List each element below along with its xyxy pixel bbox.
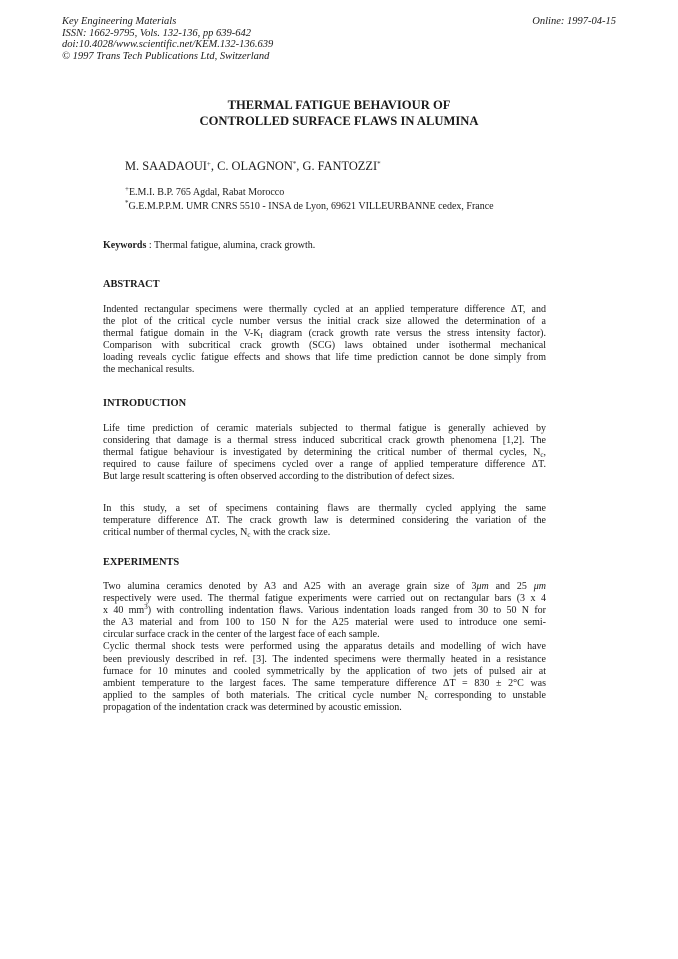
abstract-line: Comparison with subcritical crack growth (SCG) laws obtained under isothermal mechanical xyxy=(103,340,546,352)
intro-line-text: , xyxy=(543,447,546,459)
issn-line: ISSN: 1662-9795, Vols. 132-136, pp 639-642 xyxy=(62,27,251,39)
unit-micrometer: μm xyxy=(476,581,489,592)
affiliation-2-mark: * xyxy=(125,199,129,207)
abstract-heading: ABSTRACT xyxy=(103,279,160,290)
intro-line: temperature difference ΔT. The crack growth law is determined considering the variation of the xyxy=(103,515,546,527)
affiliation-2-text: G.E.M.P.P.M. UMR CNRS 5510 - INSA de Lyon, 69621 VILLEURBANNE cedex, France xyxy=(128,201,494,212)
experiments-line-text: ) with controlling indentation flaws. Various indentation loads ranged from 30 to 50 N for xyxy=(147,605,546,617)
intro-line xyxy=(103,447,546,459)
abstract-line-text: diagram (crack growth rate versus the stress intensity factor). xyxy=(262,328,546,340)
copyright-line: © 1997 Trans Tech Publications Ltd, Switzerland xyxy=(62,50,270,62)
affiliation-1-mark: + xyxy=(125,185,129,193)
experiments-paragraph xyxy=(103,581,546,714)
intro-subscript: c xyxy=(247,531,251,540)
intro-line-text: with the crack size. xyxy=(250,527,331,539)
author-3-mark: * xyxy=(377,160,381,168)
experiments-line: Cyclic thermal shock tests were performed using the apparatus details and modelling of wich have xyxy=(103,641,546,653)
intro-line: required to cause failure of specimens cycled over a range of applied temperature difference ΔT. xyxy=(103,459,546,471)
experiments-line: been previously described in ref. [3]. The indented specimens were thermally heated in a resistance xyxy=(103,653,546,665)
author-1: M. SAADAOUI xyxy=(125,159,207,173)
introduction-paragraph-2 xyxy=(103,503,546,539)
experiments-line: respectively were used. The thermal fatigue experiments were carried out on rectangular bars (3 x 4 xyxy=(103,593,546,605)
online-date: Online: 1997-04-15 xyxy=(532,16,616,27)
abstract-line xyxy=(103,328,546,340)
author-2: C. OLAGNON xyxy=(217,159,293,173)
experiments-line xyxy=(103,690,546,702)
journal-header xyxy=(62,16,616,62)
keywords-label: Keywords xyxy=(103,240,147,251)
experiments-line: the A3 material and from 100 to 150 N for the A25 material were used to introduce one semi- xyxy=(103,617,546,629)
intro-line-text: critical number of thermal cycles, N xyxy=(103,527,248,539)
experiments-line: propagation of the indentation crack was determined by acoustic emission. xyxy=(103,701,402,713)
experiments-line xyxy=(103,581,546,593)
abstract-paragraph xyxy=(103,304,546,377)
unit-micrometer: μm xyxy=(533,581,546,592)
abstract-line: the mechanical results. xyxy=(103,364,195,376)
keywords-text: : Thermal fatigue, alumina, crack growth. xyxy=(146,240,316,251)
author-list xyxy=(125,159,381,174)
abstract-line: loading reveals cyclic fatigue effects and shows that life time prediction cannot be done simply from xyxy=(103,352,546,364)
intro-line xyxy=(103,527,546,539)
intro-subscript: c xyxy=(540,451,544,460)
author-separator: , xyxy=(296,159,303,173)
introduction-paragraph-1 xyxy=(103,423,546,483)
experiments-line: ambient temperature to the largest faces. The same temperature difference ΔT = 830 ± 2°C was xyxy=(103,677,546,689)
title-line-1: THERMAL FATIGUE BEHAVIOUR OF xyxy=(227,98,451,112)
author-1-mark: + xyxy=(206,160,211,168)
intro-line: But large result scattering is often observed according to the distribution of defect sizes. xyxy=(103,471,455,483)
intro-line: In this study, a set of specimens containing flaws are thermally cycled applying the same xyxy=(103,503,546,514)
intro-line: considering that damage is a thermal stress induced subcritical crack growth phenomena [1,2]. The xyxy=(103,435,546,447)
paper-title xyxy=(0,97,678,129)
author-separator: , xyxy=(210,159,218,173)
introduction-heading: INTRODUCTION xyxy=(103,398,187,409)
title-line-2: CONTROLLED SURFACE FLAWS IN ALUMINA xyxy=(199,114,479,128)
affiliation-2 xyxy=(125,200,494,214)
intro-line-text: thermal fatigue behaviour is investigated by determining the critical number of thermal cycles, N xyxy=(103,447,541,459)
doi-line: doi:10.4028/www.scientific.net/KEM.132-136.639 xyxy=(62,39,274,51)
author-3: G. FANTOZZI xyxy=(302,159,378,173)
experiments-superscript: 3 xyxy=(144,603,148,612)
author-2-mark: * xyxy=(292,160,297,168)
experiments-line: circular surface crack in the center of the largest face of each sample. xyxy=(103,629,380,641)
affiliations xyxy=(125,186,494,214)
experiments-line: furnace for 10 minutes and cooled symmetrically by the application of two jets of pulsed air at xyxy=(103,665,546,677)
experiments-line-text: and 25 xyxy=(488,581,534,592)
experiments-line-text: Two alumina ceramics denoted by A3 and A25 with an average grain size of 3 xyxy=(103,581,477,592)
experiments-line-text: x 40 mm xyxy=(103,605,145,617)
affiliation-1-text: E.M.I. B.P. 765 Agdal, Rabat Morocco xyxy=(128,187,285,198)
experiments-heading: EXPERIMENTS xyxy=(103,557,180,568)
abstract-line: the plot of the critical cycle number versus the initial crack size allowed the determination of a xyxy=(103,316,546,328)
experiments-line xyxy=(103,605,546,617)
abstract-subscript: I xyxy=(260,332,263,341)
journal-name: Key Engineering Materials xyxy=(62,16,177,27)
abstract-line-text: thermal fatigue domain in the V-K xyxy=(103,328,261,340)
abstract-line: Indented rectangular specimens were thermally cycled at an applied temperature difference ΔT, and xyxy=(103,304,546,315)
experiments-subscript: c xyxy=(424,693,428,702)
experiments-line-text: corresponding to unstable xyxy=(427,689,546,701)
intro-line: Life time prediction of ceramic materials subjected to thermal fatigue is generally achieved by xyxy=(103,423,546,434)
experiments-line-text: applied to the samples of both materials. The critical cycle number N xyxy=(103,689,425,701)
affiliation-1 xyxy=(125,186,494,200)
keywords xyxy=(103,240,315,251)
